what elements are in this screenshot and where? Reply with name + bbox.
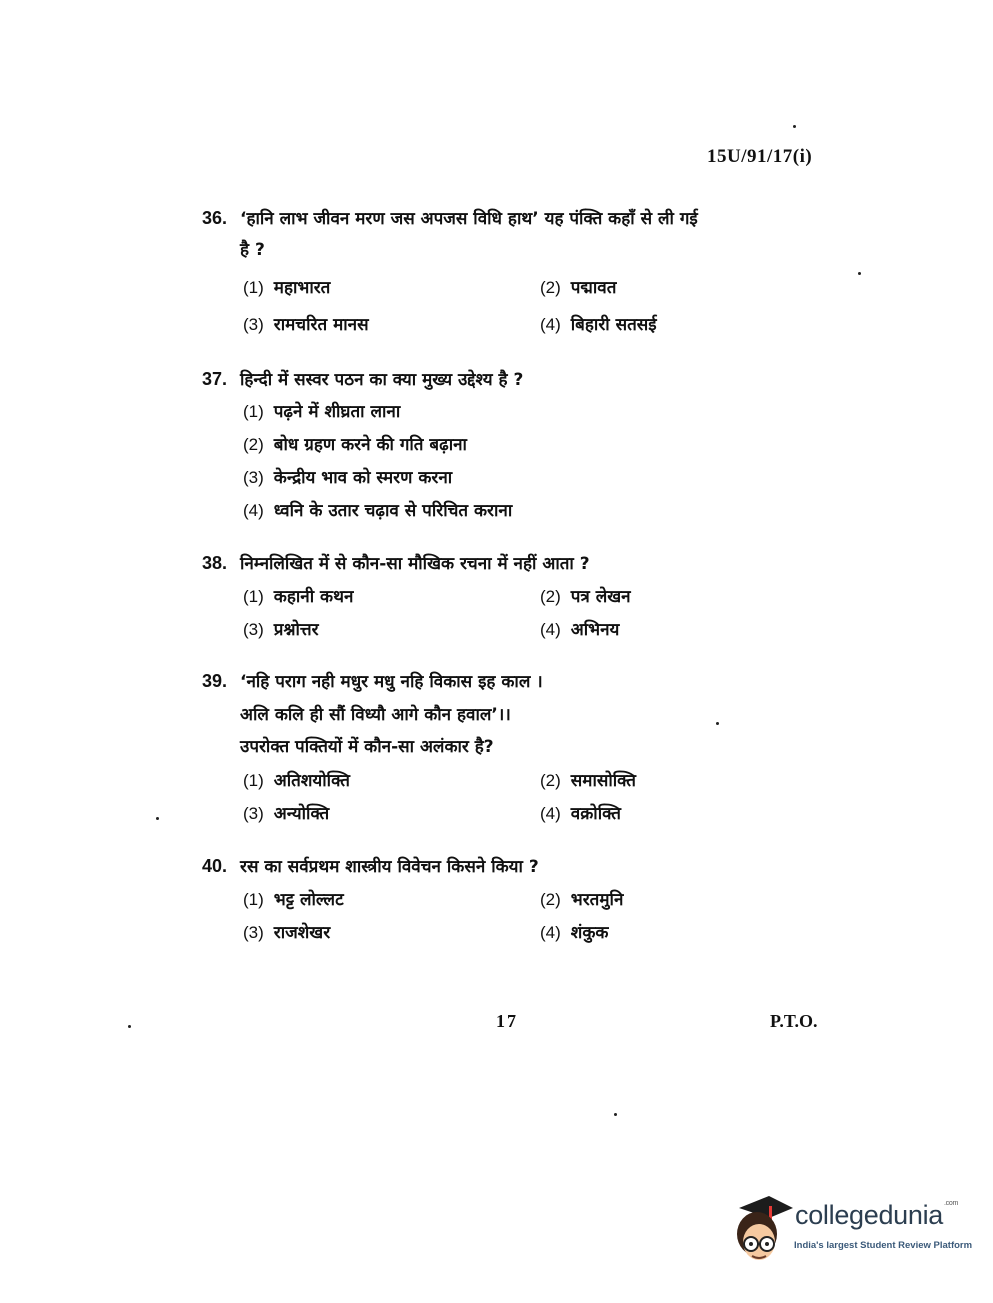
option-text: शंकुक bbox=[570, 923, 609, 943]
option-number: (1) bbox=[243, 890, 264, 909]
brand-name: collegedunia$^{.com}$ bbox=[795, 1200, 959, 1230]
question-number: 40. bbox=[202, 856, 228, 876]
option-text: पढ़ने में शीघ्रता लाना bbox=[273, 402, 401, 422]
option-text: समासोक्ति bbox=[570, 771, 636, 791]
option-1 bbox=[243, 399, 400, 422]
question-number: 36. bbox=[202, 208, 228, 228]
option-3 bbox=[243, 465, 452, 488]
scan-speck bbox=[614, 1113, 617, 1116]
option-text: पद्मावत bbox=[570, 278, 617, 298]
option-text: बिहारी सतसई bbox=[570, 315, 657, 335]
brand-suffix: .com bbox=[944, 1200, 959, 1207]
option-text: अन्योक्ति bbox=[273, 804, 330, 824]
option-4 bbox=[540, 617, 619, 640]
question-text-line: ‘हानि लाभ जीवन मरण जस अपजस विधि हाथ’ यह पंक्ति कहाँ से ली गई bbox=[240, 209, 698, 229]
mascot-icon bbox=[733, 1192, 793, 1272]
option-number: (3) bbox=[243, 804, 264, 823]
option-number: (2) bbox=[243, 435, 264, 454]
option-text: बोध ग्रहण करने की गति बढ़ाना bbox=[273, 435, 467, 455]
scan-speck bbox=[128, 1025, 131, 1028]
scan-speck bbox=[156, 817, 159, 820]
option-number: (4) bbox=[540, 620, 561, 639]
option-3 bbox=[243, 617, 319, 640]
option-text: अभिनय bbox=[570, 620, 620, 640]
option-number: (2) bbox=[540, 278, 561, 297]
option-text: प्रश्नोत्तर bbox=[273, 620, 319, 640]
question-text-line: अलि कलि ही सौं विध्यौ आगे कौन हवाल’।। bbox=[240, 705, 511, 725]
option-text: महाभारत bbox=[273, 278, 331, 298]
scan-speck bbox=[793, 125, 796, 128]
option-number: (1) bbox=[243, 771, 264, 790]
question-text-line: निम्नलिखित में से कौन-सा मौखिक रचना में नहीं आता ? bbox=[240, 554, 590, 574]
option-number: (4) bbox=[540, 804, 561, 823]
option-number: (3) bbox=[243, 315, 264, 334]
option-4 bbox=[243, 498, 512, 521]
option-2 bbox=[243, 432, 467, 455]
option-1 bbox=[243, 275, 330, 298]
option-text: रामचरित मानस bbox=[273, 315, 369, 335]
option-4 bbox=[540, 312, 657, 335]
option-number: (3) bbox=[243, 923, 264, 942]
option-2 bbox=[540, 584, 631, 607]
option-text: केन्द्रीय भाव को स्मरण करना bbox=[273, 468, 453, 488]
option-text: भरतमुनि bbox=[570, 890, 624, 910]
option-2 bbox=[540, 275, 616, 298]
option-4 bbox=[540, 801, 621, 824]
option-text: राजशेखर bbox=[273, 923, 331, 943]
option-number: (4) bbox=[540, 923, 561, 942]
option-text: वक्रोक्ति bbox=[570, 804, 621, 824]
option-3 bbox=[243, 801, 329, 824]
option-3 bbox=[243, 920, 330, 943]
option-text: ध्वनि के उतार चढ़ाव से परिचित कराना bbox=[273, 501, 513, 521]
option-number: (1) bbox=[243, 402, 264, 421]
option-number: (1) bbox=[243, 587, 264, 606]
option-number: (3) bbox=[243, 620, 264, 639]
question-number: 38. bbox=[202, 553, 228, 573]
option-number: (2) bbox=[540, 771, 561, 790]
option-number: (2) bbox=[540, 587, 561, 606]
option-number: (3) bbox=[243, 468, 264, 487]
option-text: भट्ट लोल्लट bbox=[273, 890, 344, 910]
option-number: (4) bbox=[243, 501, 264, 520]
option-number: (4) bbox=[540, 315, 561, 334]
option-text: अतिशयोक्ति bbox=[273, 771, 350, 791]
scan-speck bbox=[858, 272, 861, 275]
question-number: 39. bbox=[202, 671, 228, 691]
option-1 bbox=[243, 584, 353, 607]
question-text-line: हिन्दी में सस्वर पठन का क्या मुख्य उद्देश्य है ? bbox=[240, 370, 524, 390]
option-1 bbox=[243, 887, 344, 910]
scan-speck bbox=[716, 722, 719, 725]
question-text-line: रस का सर्वप्रथम शास्त्रीय विवेचन किसने किया ? bbox=[240, 857, 539, 877]
option-2 bbox=[540, 887, 623, 910]
option-4 bbox=[540, 920, 608, 943]
option-text: कहानी कथन bbox=[273, 587, 354, 607]
option-number: (1) bbox=[243, 278, 264, 297]
question-text-line: है ? bbox=[240, 240, 265, 260]
pto-label: P.T.O. bbox=[770, 1011, 818, 1031]
collegedunia-logo bbox=[733, 1192, 973, 1272]
question-text-line: उपरोक्त पक्तियों में कौन-सा अलंकार है? bbox=[240, 737, 494, 757]
paper-code: 15U/91/17(i) bbox=[707, 146, 813, 167]
page-number: 17 bbox=[496, 1011, 518, 1031]
option-number: (2) bbox=[540, 890, 561, 909]
option-3 bbox=[243, 312, 369, 335]
question-text-line: ‘नहि पराग नही मधुर मधु नहि विकास इह काल । bbox=[240, 672, 543, 692]
brand-tagline: India's largest Student Review Platform bbox=[794, 1240, 973, 1251]
question-number: 37. bbox=[202, 369, 228, 389]
option-2 bbox=[540, 768, 636, 791]
option-text: पत्र लेखन bbox=[570, 587, 631, 607]
option-1 bbox=[243, 768, 350, 791]
